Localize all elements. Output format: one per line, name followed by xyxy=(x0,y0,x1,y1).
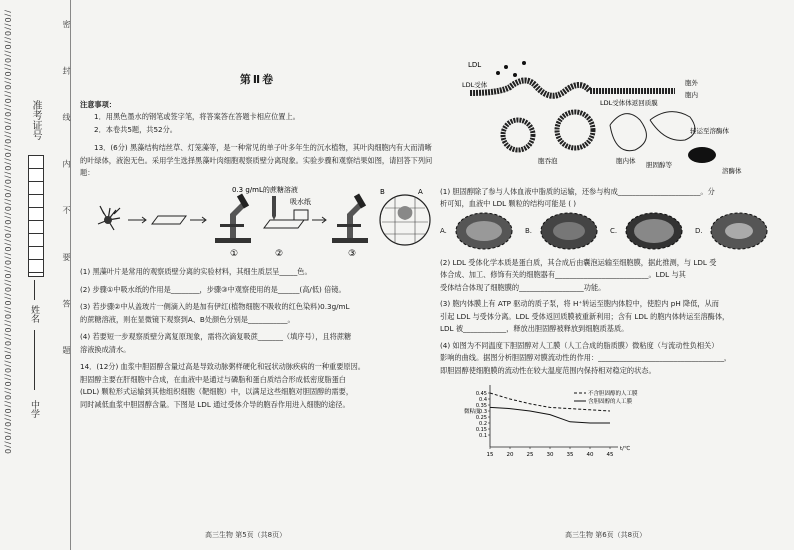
exam-number-box[interactable] xyxy=(28,155,44,277)
option-b-label: B. xyxy=(525,226,533,235)
microscope-icon xyxy=(215,193,251,243)
option-a-label: A. xyxy=(440,226,447,235)
q14-2b: 体合成、加工、修饰有关的细胞器有__________________________。LDL 与其 xyxy=(440,270,686,279)
x-tick-label: 15 xyxy=(486,452,494,458)
label-b: B xyxy=(380,187,385,196)
option-b-particle-icon xyxy=(539,211,599,251)
step-3-label: ③ xyxy=(348,248,357,259)
x-tick-label: 30 xyxy=(546,452,554,458)
y-tick-label: 0.3 xyxy=(479,409,487,415)
arrow-icon xyxy=(128,217,146,223)
cholesterol-label: 胆固醇等 xyxy=(646,161,672,169)
slide-icon xyxy=(152,216,186,224)
q13-part4b: 溶液换成清水。 xyxy=(80,344,131,354)
microscope-icon-2 xyxy=(332,193,368,243)
q13-part4a: (4) 若要短一步观察质壁分离复原现象，需将次滴复吸蔗_______（填序号），且将蔗糖 xyxy=(80,332,352,341)
endosome-icon xyxy=(610,114,646,151)
q13-intro: 13．(6分) 黑藻结构结丝草、灯笼藻等，是一种常见的单子叶多年生的沉水植物，其叶肉细胞内有大而清晰的叶绿体，液泡无色。采用学生选择黑藻叶肉细胞观察质壁分离现象。实验步骤和观察结果如图，请回答下列问题： xyxy=(80,143,433,177)
vesicle-icon xyxy=(557,112,593,148)
return-label: LDL受体体返回质膜 xyxy=(600,99,658,107)
viscosity-chart xyxy=(460,381,660,461)
step-1-label: ① xyxy=(230,248,239,259)
q14-3a: (3) 胞内体膜上有 ATP 驱动的质子泵，将 H⁺转运至胞内体腔中，使腔内 pH 降低，从而 xyxy=(440,299,719,308)
right-page xyxy=(440,55,785,540)
y-tick-label: 0.1 xyxy=(479,433,487,439)
ldl-options xyxy=(440,211,785,253)
y-tick-label: 0.45 xyxy=(475,391,487,397)
y-tick-label: 0.25 xyxy=(475,415,487,421)
seal-text: 密 封 线 内 不 要 答 题 xyxy=(62,20,71,372)
note-1: 1．用黑色墨水的钢笔或签字笔，将答案答在答题卡相应位置上。 xyxy=(94,112,300,121)
q14-4c: 即胆固醇使细胞膜的流动性在较大温度范围内保持相对稳定的状态。 xyxy=(440,365,656,375)
q14-2c: 受体结合体现了细胞膜的__________________功能。 xyxy=(440,282,606,292)
name-line xyxy=(34,280,35,300)
left-footer: 高三生物 第5页（共8页） xyxy=(205,531,287,539)
y-tick-label: 0.4 xyxy=(479,397,487,403)
option-c-label: C. xyxy=(610,226,618,235)
legend-entry: 含胆固醇的人工膜 xyxy=(588,399,633,405)
q13-part3b: 的蔗糖溶液，则在显微镜下观察到A、B处颜色分别是___________。 xyxy=(80,314,295,324)
exam-no-label: 准考证号 xyxy=(30,100,41,140)
q14-4a: (4) 如图为不同温度下胆固醇对人工膜（人工合成的脂质膜）微粘度（与流动性负相关） xyxy=(440,340,719,350)
q14-line1: 14．(12分) 血浆中胆固醇含量过高是导致动脉粥样硬化和冠状动脉疾病的一种重要原因。 xyxy=(80,362,365,371)
option-d-label: D. xyxy=(695,226,703,235)
chart-series xyxy=(490,393,610,423)
y-tick-label: 0.15 xyxy=(475,427,487,433)
series-line-2 xyxy=(490,407,610,423)
endosome-label: 胞内体 xyxy=(616,157,636,165)
x-tick-label: 35 xyxy=(566,452,574,458)
step-2-label: ② xyxy=(275,248,284,259)
cell-view-icon xyxy=(380,195,430,245)
coated-vesicle-label: 胞吞泡 xyxy=(538,157,558,165)
q14-1b: 析可知，血液中 LDL 颗粒的结构可能是 ( ) xyxy=(440,199,577,208)
inside-label: 胞内 xyxy=(685,91,698,99)
q14-3b: 引起 LDL 与受体分离。LDL 受体返回质膜被重新利用；含有 LDL 的胞内体转运至溶酶体， xyxy=(440,311,730,321)
x-axis-label: t/℃ xyxy=(620,446,631,452)
legend-entry: 不含胆固醇的人工膜 xyxy=(588,391,638,397)
y-axis-label: 微粘度 xyxy=(464,409,481,415)
ldl-label: LDL xyxy=(468,61,482,69)
q14-line2: 胆固醇主要在肝细胞中合成，在血液中是通过与磷脂和蛋白质结合形成低密度脂蛋白 xyxy=(80,374,346,384)
school-line xyxy=(34,330,35,390)
q14-2a: (2) LDL 受体化学本质是蛋白质，其合成后由囊泡运输至细胞膜，据此推测，与 LDL 受 xyxy=(440,257,717,267)
coated-vesicle-icon xyxy=(503,120,533,150)
option-c-particle-icon xyxy=(624,211,684,251)
q14-1a: (1) 胆固醇除了参与人体血液中脂质的运输，还参与构成_______________________。分 xyxy=(440,186,715,196)
y-tick-label: 0.35 xyxy=(475,403,487,409)
option-a-particle-icon xyxy=(454,211,514,251)
ldl-receptor-label: LDL受体 xyxy=(462,81,488,89)
q14-4b: 影响的曲线。据图分析胆固醇对膜流动性的作用：___________________________________， xyxy=(440,353,732,362)
lysosome-bound-vesicle xyxy=(650,112,695,141)
lysosome-icon xyxy=(688,147,716,163)
option-d-particle-icon xyxy=(709,211,769,251)
q14-line4: 同时减低血浆中胆固醇含量。下图是 LDL 通过受体介导的胞吞作用进入细胞的途径。 xyxy=(80,399,350,409)
paper-label: 吸水纸 xyxy=(290,197,311,206)
name-label: 姓名 xyxy=(29,305,39,323)
q13-part3a: (3) 若步骤②中从盖玻片一侧滴入的是加有伊红(植物细胞不吸收的红色染料)0.3g/mL xyxy=(80,302,350,311)
q14-3c: LDL 被____________，释放出胆固醇被释放到细胞质基质。 xyxy=(440,324,629,333)
right-footer: 高三生物 第6页（共8页） xyxy=(565,531,647,539)
q13-part2: (2) 步骤①中吸水纸的作用是________，步骤③中观察使用的是______(高/低) 倍镜。 xyxy=(80,284,346,294)
label-a: A xyxy=(418,187,423,196)
q13-part1: (1) 黑藻叶片是常用的观察质壁分离的实验材料，其细生质层呈_____色。 xyxy=(80,267,312,276)
lysosome-label: 溶酶体 xyxy=(722,167,742,175)
ldl-pathway-diagram xyxy=(440,55,785,175)
x-tick-label: 25 xyxy=(526,452,534,458)
experiment-figure xyxy=(80,180,435,260)
school-label: 中学 xyxy=(29,400,39,418)
cut-line: //0//0//0//0//0//0//0//0//0//0//0//0//0//0//0//0//0//0//0//0//0//0//0//0//0//0//0//0//0//0//0//0//0 xyxy=(3,10,12,455)
binding-strip xyxy=(0,0,71,550)
ldl-particles xyxy=(496,61,526,77)
arrow-icon xyxy=(312,217,326,223)
membrane xyxy=(470,80,675,95)
y-tick-label: 0.2 xyxy=(479,421,487,427)
notes-title: 注意事项： xyxy=(80,99,116,109)
solution-label: 0.3 g/mL的蔗糖溶液 xyxy=(232,185,298,194)
outside-label: 胞外 xyxy=(685,79,698,87)
q14-line3: (LDL) 颗粒形式运输到其他组织细胞（靶细胞）中，以满足这些细胞对胆固醇的需要， xyxy=(80,387,354,396)
left-page xyxy=(80,70,435,540)
to-lysosome-label: 转运至溶酶体 xyxy=(690,127,729,135)
section-title: 第Ⅱ卷 xyxy=(239,73,276,86)
x-tick-label: 20 xyxy=(506,452,514,458)
plant-icon xyxy=(98,206,120,230)
arrow-icon xyxy=(190,217,206,223)
x-tick-label: 45 xyxy=(606,452,614,458)
x-tick-label: 40 xyxy=(586,452,594,458)
note-2: 2．本卷共5题，共52分。 xyxy=(94,124,177,134)
